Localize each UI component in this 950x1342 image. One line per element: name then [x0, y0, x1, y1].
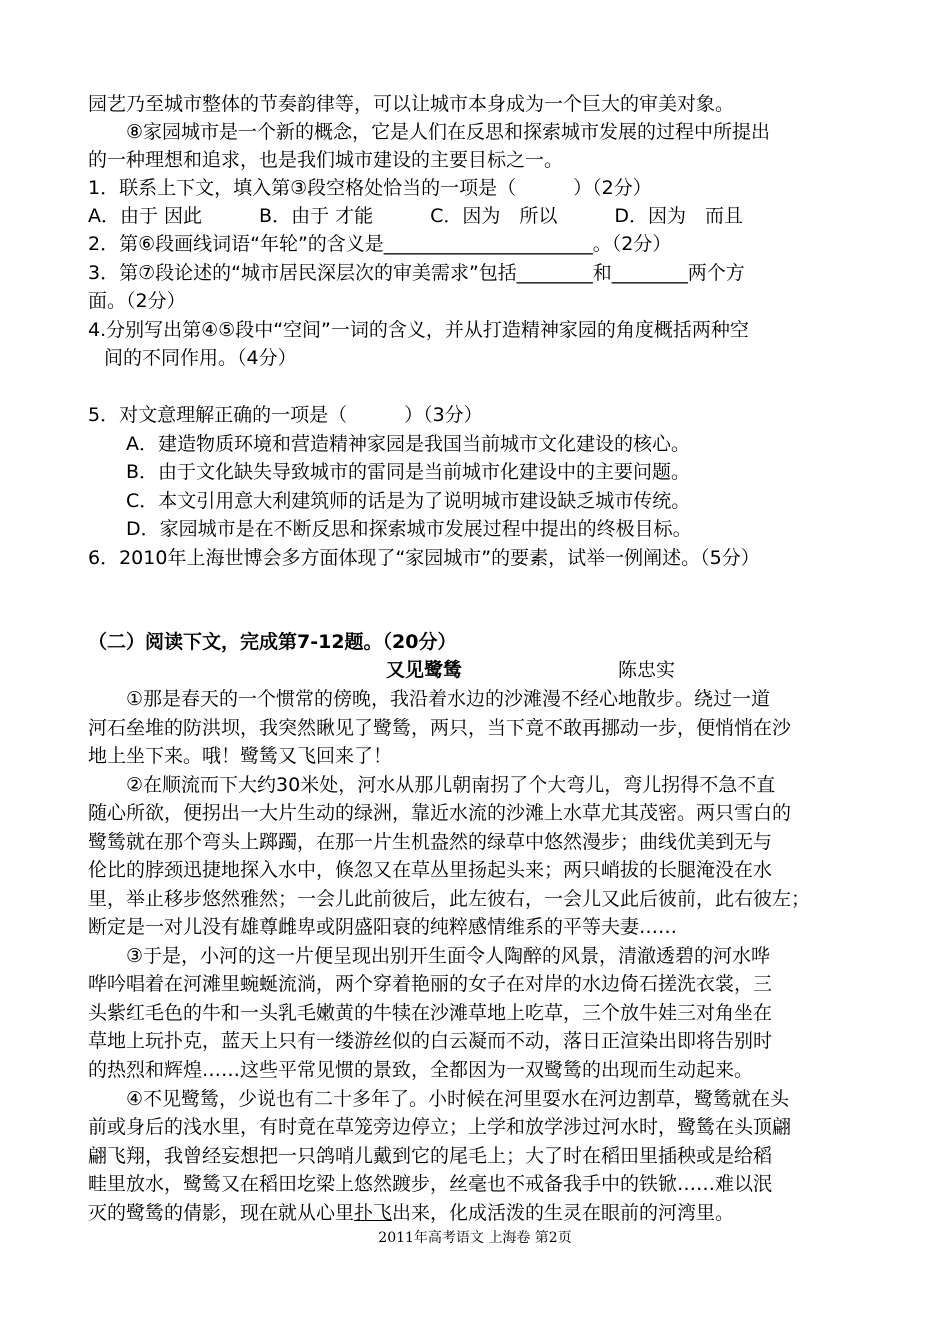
question-5-option-c: C．本文引用意大利建筑师的话是为了说明城市建设缺乏城市传统。 [126, 490, 691, 512]
passage-p4-line-1: ④不见鹭鸶，少说也有二十多年了。小时候在河里耍水在河边割草，鹭鸶就在头 [126, 1088, 790, 1110]
passage-p4-line-5-end: 出来，化成活泼的生灵在眼前的河湾里。 [392, 1202, 735, 1224]
passage-p2-line-6: 断定是一对儿没有雄尊雌卑或阴盛阳衰的纯粹感情维系的平等夫妻…… [88, 916, 678, 938]
question-3-line-1: 3．第⑦段论述的“城市居民深层次的审美需求”包括________和________两个方 [88, 262, 745, 284]
question-4-line-1: 4.分别写出第④⑤段中“空间”一词的含义，并从打造精神家园的角度概括两种空 [88, 319, 749, 341]
passage-p4-line-5 [88, 1199, 734, 1227]
passage-p4-line-3: 翩飞翔，我曾经妄想把一只鸽哨儿戴到它的尾毛上；大了时在稻田里插秧或是给稻 [88, 1145, 773, 1167]
passage-p3-line-1: ③于是，小河的这一片便呈现出别开生面令人陶醉的风景，清澈透碧的河水哗 [126, 945, 771, 967]
question-5: 5．对文意理解正确的一项是（ ）（3分） [88, 404, 483, 426]
paragraph-8-line-1: ⑧家园城市是一个新的概念，它是人们在反思和探索城市发展的过程中所提出 [126, 121, 771, 143]
passage-p3-line-4: 草地上玩扑克，蓝天上只有一缕游丝似的白云凝而不动，落日正渲染出即将告别时 [88, 1030, 773, 1052]
passage-p1-line-3: 地上坐下来。哦！鹭鸶又飞回来了！ [88, 745, 393, 767]
paragraph-8-line-2: 的一种理想和追求，也是我们城市建设的主要目标之一。 [88, 149, 564, 171]
passage-p1-line-2: 河石垒堆的防洪坝，我突然瞅见了鹭鸶，两只，当下竟不敢再挪动一步，便悄悄在沙 [88, 717, 792, 739]
passage-p3-line-2: 哗吟唱着在河滩里蜿蜒流淌，两个穿着艳丽的女子在对岸的水边倚石搓洗衣裳，三 [88, 973, 773, 995]
paragraph-7-end: 园艺乃至城市整体的节奏韵律等，可以让城市本身成为一个巨大的审美对象。 [88, 93, 735, 115]
passage-p4-line-4: 畦里放水，鹭鸶又在稻田圪梁上悠然踱步，丝毫也不戒备我手中的铁锨……难以泯 [88, 1173, 773, 1195]
passage-p2-line-2: 随心所欲，便拐出一大片生动的绿洲，靠近水流的沙滩上水草尤其茂密。两只雪白的 [88, 802, 792, 824]
passage-p3-line-5: 的热烈和辉煌……这些平常见惯的景致，全都因为一双鹭鸶的出现而生动起来。 [88, 1059, 754, 1081]
passage-p2-line-4: 伦比的脖颈迅捷地探入水中，倏忽又在草丛里扬起头来；两只峭拔的长腿淹没在水 [88, 859, 773, 881]
question-4-line-2: 间的不同作用。（4分） [104, 347, 297, 369]
question-5-option-d: D．家园城市是在不断反思和探索城市发展过程中提出的终极目标。 [126, 518, 692, 540]
passage-p4-line-2: 前或身后的浅水里，有时竟在草笼旁边停立；上学和放学涉过河水时，鹭鸶在头顶翩 [88, 1116, 792, 1138]
question-5-option-a: A．建造物质环境和营造精神家园是我国当前城市文化建设的核心。 [126, 433, 690, 455]
passage-p1-line-1: ①那是春天的一个惯常的傍晚，我沿着水边的沙滩漫不经心地散步。绕过一道 [126, 688, 771, 710]
question-5-option-b: B．由于文化缺失导致城市的雷同是当前城市化建设中的主要问题。 [126, 461, 691, 483]
page-footer: 2011年高考语文 上海卷 第2页 [378, 1230, 572, 1246]
passage-p2-line-5: 里，举止移步悠然雅然；一会儿此前彼后，此左彼右，一会儿又此后彼前，此右彼左； [88, 888, 811, 910]
question-2: 2．第⑥段画线词语“年轮”的含义是______________________。（2分） [88, 233, 672, 255]
question-1: 1．联系上下文，填入第③段空格处恰当的一项是（ ）（2分） [88, 177, 652, 199]
passage-p2-line-1: ②在顺流而下大约30米处，河水从那儿朝南拐了个大弯儿，弯儿拐得不急不直 [126, 774, 776, 796]
question-6: 6．2010年上海世博会多方面体现了“家园城市”的要素，试举一例阐述。（5分） [88, 547, 760, 569]
article-title: 又见鹭鸶 [386, 659, 463, 681]
passage-p3-line-3: 头紫红毛色的牛和一头乳毛嫩黄的牛犊在沙滩草地上吃草，三个放牛娃三对角坐在 [88, 1002, 773, 1024]
article-author: 陈忠实 [618, 659, 676, 681]
question-1-options: A．由于 因此 B．由于 才能 C．因为 所以 D．因为 而且 [88, 205, 744, 227]
passage-p4-line-5-start: 灭的鹭鸶的倩影，现在就从心里 [88, 1202, 355, 1224]
passage-p2-line-3: 鹭鸶就在那个弯头上踯躅，在那一片生机盎然的绿草中悠然漫步；曲线优美到无与 [88, 831, 773, 853]
underlined-word: 扑飞 [354, 1202, 393, 1224]
section-2-heading: （二）阅读下文，完成第7-12题。（20分） [88, 631, 457, 653]
question-3-line-2: 面。（2分） [88, 290, 186, 312]
